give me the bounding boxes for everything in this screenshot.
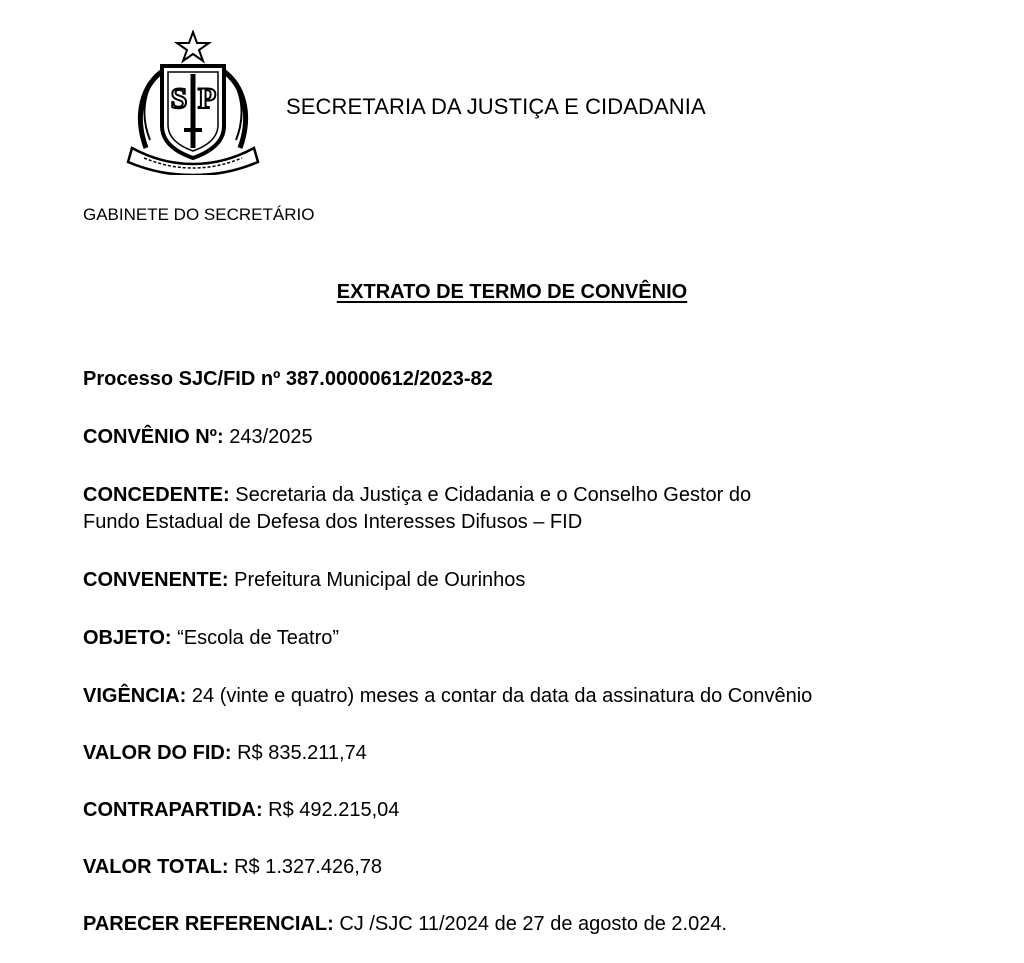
field-vigencia [83, 683, 983, 710]
field-value: R$ 835.211,74 [231, 742, 367, 764]
field-label: VALOR TOTAL: [83, 856, 229, 878]
field-valor-fid [83, 740, 983, 767]
office-name: GABINETE DO SECRETÁRIO [83, 205, 315, 224]
field-label: PARECER REFERENCIAL: [83, 913, 334, 935]
field-label: CONVENENTE: [83, 569, 229, 591]
field-label: VIGÊNCIA: [83, 685, 187, 707]
field-convenio [83, 424, 983, 451]
sao-paulo-coat-of-arms-icon [124, 30, 262, 175]
document-title: EXTRATO DE TERMO DE CONVÊNIO [336, 281, 688, 303]
field-convenente [83, 567, 983, 594]
field-value: CJ /SJC 11/2024 de 27 de agosto de 2.024. [333, 913, 728, 935]
field-value: 243/2025 [223, 426, 313, 448]
field-label: VALOR DO FID: [83, 742, 232, 764]
field-parecer-referencial [83, 911, 983, 938]
field-value: Secretaria da Justiça e Cidadania e o Conselho Gestor do [229, 484, 752, 506]
field-value: R$ 492.215,04 [262, 799, 400, 821]
field-value: “Escola de Teatro” [171, 627, 340, 649]
field-label: OBJETO: [83, 627, 172, 649]
field-label: CONCEDENTE: [83, 484, 230, 506]
field-contrapartida [83, 797, 983, 824]
svg-text:P: P [197, 82, 217, 115]
field-value: Prefeitura Municipal de Ourinhos [228, 569, 526, 591]
svg-text:S: S [170, 82, 188, 115]
field-label: CONTRAPARTIDA: [83, 799, 263, 821]
department-name: SECRETARIA DA JUSTIÇA E CIDADANIA [286, 94, 706, 119]
field-value: 24 (vinte e quatro) meses a contar da data da assinatura do Convênio [186, 685, 813, 707]
field-value: R$ 1.327.426,78 [228, 856, 383, 878]
field-objeto [83, 625, 983, 652]
processo-number: Processo SJC/FID nº 387.00000612/2023-82 [83, 368, 493, 390]
field-concedente [83, 482, 983, 536]
field-valor-total [83, 854, 983, 881]
field-label: CONVÊNIO Nº: [83, 426, 224, 448]
field-value-continuation: Fundo Estadual de Defesa dos Interesses Difusos – FID [83, 511, 583, 533]
